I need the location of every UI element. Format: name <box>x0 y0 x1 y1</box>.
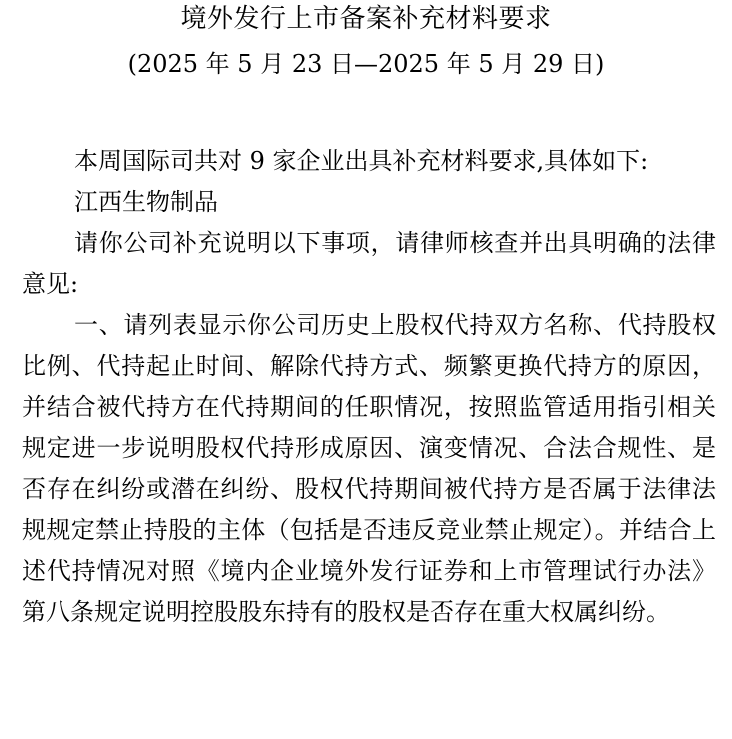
company-name: 江西生物制品 <box>74 188 218 216</box>
request-paragraph: 请你公司补充说明以下事项，请律师核查并出具明确的法律意见: <box>22 229 716 298</box>
document-title: 境外发行上市备案补充材料要求 <box>180 4 552 34</box>
document-date-range: (2025 年 5 月 23 日—2025 年 5 月 29 日) <box>127 50 605 78</box>
intro-paragraph: 本周国际司共对 9 家企业出具补充材料要求,具体如下: <box>74 147 649 175</box>
document-body <box>22 141 716 633</box>
item-one-paragraph: 一、请列表显示你公司历史上股权代持双方名称、代持股权比例、代持起止时间、解除代持方式、频繁更换代持方的原因，并结合被代持方在代持期间的任职情况，按照监管适用指引相关规定进一步说明股权代持形成原因、演变情况、合法合规性、是否存在纠纷或潜在纠纷、股权代持期间被代持方是否属于法律法规规定禁止持股的主体（包括是否违反竞业禁止规定）。并结合上述代持情况对照《境内企业境外发行证券和上市管理试行办法》第八条规定说明控股股东持有的股权是否存在重大权属纠纷。 <box>22 311 716 626</box>
